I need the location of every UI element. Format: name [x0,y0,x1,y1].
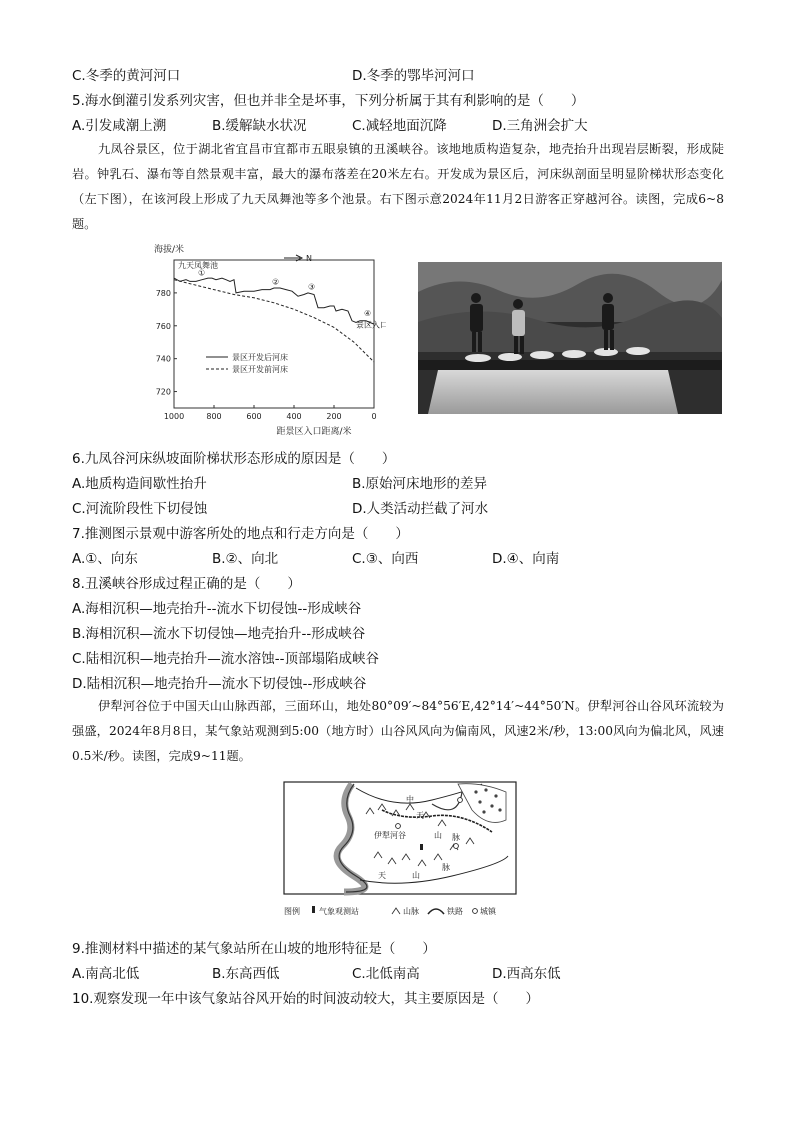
q6-option-d: D.人类活动拦截了河水 [352,501,489,517]
q4-option-c: C.冬季的黄河河口 [72,68,181,84]
passage-jiufenggu [72,137,724,237]
q8-stem: 8.丑溪峡谷形成过程正确的是（ ） [72,576,301,592]
canyon-photo-illustration [418,262,722,414]
map-label-tian-2: 天 [378,871,386,880]
yili-valley-map [282,780,518,922]
marker-1: ① [198,268,206,278]
x-tick-label: 600 [246,412,262,421]
legend-weather-station: 气象观测站 [319,907,359,916]
x-tick-label: 400 [286,412,302,421]
q6-option-c: C.河流阶段性下切侵蚀 [72,501,208,517]
map-label-zhong: 中 [406,795,414,804]
y-axis-label: 海拔/米 [154,245,185,255]
marker-2: ② [272,277,280,287]
x-axis-label: 距景区入口距离/米 [276,427,352,437]
y-tick-label: 780 [155,288,171,298]
y-tick-label: 720 [155,387,171,397]
q9-stem: 9.推测材料中描述的某气象站所在山坡的地形特征是（ ） [72,941,436,957]
q6-option-b: B.原始河床地形的差异 [352,476,488,492]
q9-option-a: A.南高北低 [72,966,140,982]
x-tick-label: 0 [371,412,377,421]
passage-yili-text: 伊犁河谷位于中国天山山脉西部，三面环山，地处80°09′~84°56′E,42°14′~44°50′N。伊犁河谷山谷风环流较为强盛，2024年8月8日，某气象站观测到5:00（地方时）山谷风风向为偏南风，风速2米/秒，13:00风向为偏北风，风速0.5米/秒。读图，完成9~11题。 [72,699,724,763]
q6-stem: 6.九凤谷河床纵坡面阶梯状形态形成的原因是（ ） [72,451,396,467]
riverbed-profile-chart [146,238,386,438]
marker-3: ③ [308,282,316,292]
q7-stem: 7.推测图示景观中游客所处的地点和行走方向是（ ） [72,526,409,542]
q8-option-d: D.陆相沉积—地壳抬升—流水下切侵蚀--形成峡谷 [72,676,367,692]
q7-option-c: C.③、向西 [352,551,419,567]
legend-town: 城镇 [480,907,496,916]
map-legend-title: 图例 [284,907,300,916]
q8-option-a: A.海相沉积—地壳抬升--流水下切侵蚀--形成峡谷 [72,601,362,617]
q4-option-d: D.冬季的鄂毕河河口 [352,68,475,84]
x-tick-label: 800 [206,412,222,421]
map-label-shan-2: 山 [412,871,420,880]
map-label-mai-2: 脉 [442,863,450,872]
q9-option-c: C.北低南高 [352,966,420,982]
pool-label: 九天凤舞池 [178,261,218,271]
y-tick-label: 740 [155,354,171,364]
x-tick-label: 1000 [163,412,185,421]
map-label-tian-1: 天 [416,811,424,820]
q5-option-b: B.缓解缺水状况 [212,118,307,134]
entrance-label: 景区入口 [356,320,386,330]
q9-option-b: B.东高西低 [212,966,280,982]
canyon-photo [418,262,722,414]
legend-railway: 铁路 [447,907,463,916]
y-tick-label: 760 [155,321,171,331]
legend-label-1: 景区开发前河床 [232,365,288,375]
q7-option-b: B.②、向北 [212,551,279,567]
legend-mountain: 山脉 [403,907,419,916]
passage-jiufenggu-text: 九凤谷景区，位于湖北省宜昌市宜都市五眼泉镇的丑溪峡谷。该地地质构造复杂，地壳抬升出现岩层断裂，形成陡岩。钟乳石、瀑布等自然景观丰富，最大的瀑布落差在20米左右。开发成为景区后，河床纵剖面呈明显阶梯状形态变化（左下图），在该河段上形成了九天凤舞池等多个池景。右下图示意2024年11月2日游客正穿越河谷。读图，完成6~8题。 [72,142,724,231]
marker-4: ④ [364,308,372,318]
q5-option-a: A.引发咸潮上溯 [72,118,167,134]
riverbed-profile-svg [146,238,386,438]
q6-option-a: A.地质构造间歇性抬升 [72,476,207,492]
q5-option-d: D.三角洲会扩大 [492,118,588,134]
north-label: N [306,254,312,263]
q7-option-d: D.④、向南 [492,551,560,567]
q8-option-c: C.陆相沉积—地壳抬升—流水溶蚀--顶部塌陷成峡谷 [72,651,379,667]
q5-option-c: C.减轻地面沉降 [352,118,447,134]
yili-valley-map-svg [282,780,518,922]
q5-stem: 5.海水倒灌引发系列灾害，但也并非全是坏事，下列分析属于其有利影响的是（ ） [72,93,585,109]
map-label-mai-1: 脉 [452,833,460,842]
legend-label-0: 景区开发后河床 [232,353,288,363]
q8-option-b: B.海相沉积—流水下切侵蚀—地壳抬升--形成峡谷 [72,626,366,642]
q10-stem: 10.观察发现一年中该气象站谷风开始的时间波动较大，其主要原因是（ ） [72,991,539,1007]
passage-yili [72,694,724,769]
series-line-1 [174,277,374,362]
map-label-yili-valley: 伊犁河谷 [374,831,406,840]
q9-option-d: D.西高东低 [492,966,561,982]
x-tick-label: 200 [326,412,342,421]
map-label-shan-1: 山 [434,831,442,840]
q7-option-a: A.①、向东 [72,551,138,567]
